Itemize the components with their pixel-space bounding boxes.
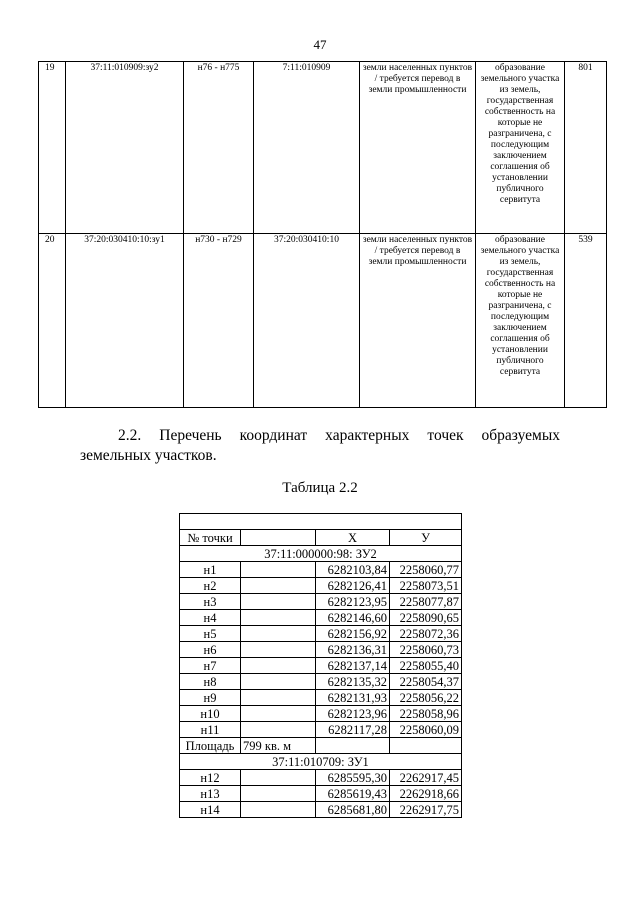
group-title: 37:11:010709: ЗУ1: [180, 754, 462, 770]
x-value: 6282136,31: [316, 642, 390, 658]
empty-cell: [241, 706, 316, 722]
table-caption: Таблица 2.2: [282, 480, 358, 496]
empty-cell: [241, 578, 316, 594]
x-value: 6282126,41: [316, 578, 390, 594]
table-row: [180, 706, 462, 722]
plot-area: 539: [565, 234, 607, 408]
empty-cell: [241, 674, 316, 690]
table-row-empty: [180, 514, 462, 530]
area-label: Площадь: [180, 738, 241, 754]
point-name: н7: [180, 658, 241, 674]
x-value: 6285595,30: [316, 770, 390, 786]
point-range: н730 - н729: [184, 234, 254, 408]
point-name: н4: [180, 610, 241, 626]
header-x: Х: [316, 530, 390, 546]
point-name: н3: [180, 594, 241, 610]
header-point: № точки: [180, 530, 241, 546]
empty-cell: [390, 738, 462, 754]
x-value: 6285681,80: [316, 802, 390, 818]
x-value: 6282131,93: [316, 690, 390, 706]
x-value: 6282156,92: [316, 626, 390, 642]
land-plots-table: [38, 61, 607, 408]
table-row: [180, 786, 462, 802]
empty-cell: [241, 786, 316, 802]
table-row: [180, 674, 462, 690]
y-value: 2258060,09: [390, 722, 462, 738]
plot-number: 37:11:010909:зу2: [66, 62, 184, 234]
page-number: 47: [313, 37, 327, 52]
group-title: 37:11:000000:98: ЗУ2: [180, 546, 462, 562]
y-value: 2258058,96: [390, 706, 462, 722]
group-title-row: [180, 754, 462, 770]
empty-cell: [241, 722, 316, 738]
point-name: н6: [180, 642, 241, 658]
x-value: 6282135,32: [316, 674, 390, 690]
table-row: [39, 62, 607, 234]
point-name: н10: [180, 706, 241, 722]
point-name: н5: [180, 626, 241, 642]
x-value: 6282123,96: [316, 706, 390, 722]
point-name: н14: [180, 802, 241, 818]
y-value: 2262917,45: [390, 770, 462, 786]
row-number: 20: [39, 234, 66, 408]
empty-cell: [241, 770, 316, 786]
area-row: [180, 738, 462, 754]
x-value: 6282137,14: [316, 658, 390, 674]
plot-area: 801: [565, 62, 607, 234]
empty-cell: [241, 562, 316, 578]
point-name: н2: [180, 578, 241, 594]
point-range: н76 - н775: [184, 62, 254, 234]
header-empty: [241, 530, 316, 546]
empty-cell: [241, 642, 316, 658]
table-row: [180, 610, 462, 626]
table-row: [180, 594, 462, 610]
table-row: [180, 642, 462, 658]
row-number: 19: [39, 62, 66, 234]
empty-cell: [241, 658, 316, 674]
y-value: 2258055,40: [390, 658, 462, 674]
section-heading: [80, 426, 560, 466]
y-value: 2258090,65: [390, 610, 462, 626]
table-row: [180, 690, 462, 706]
header-y: У: [390, 530, 462, 546]
empty-cell: [241, 610, 316, 626]
y-value: 2262917,75: [390, 802, 462, 818]
table-row: [180, 770, 462, 786]
x-value: 6282146,60: [316, 610, 390, 626]
empty-cell: [316, 738, 390, 754]
point-name: н11: [180, 722, 241, 738]
formation-method: образование земельного участка из земель, государственная собственность на которые не разграничена, с последующим заключением соглашения об установлении публичного сервитута: [476, 62, 565, 234]
formation-method: образование земельного участка из земель, государственная собственность на которые не разграничена, с последующим заключением соглашения об установлении публичного сервитута: [476, 234, 565, 408]
table-row: [39, 234, 607, 408]
y-value: 2258056,22: [390, 690, 462, 706]
y-value: 2258060,77: [390, 562, 462, 578]
cadastral-quarter: 37:20:030410:10: [254, 234, 360, 408]
plot-number: 37:20:030410:10:зу1: [66, 234, 184, 408]
table-row: [180, 562, 462, 578]
table-row: [180, 626, 462, 642]
section-text: 2.2. Перечень координат характерных точек образуемых земельных участков.: [80, 427, 560, 464]
x-value: 6285619,43: [316, 786, 390, 802]
table-row: [180, 578, 462, 594]
y-value: 2258060,73: [390, 642, 462, 658]
y-value: 2258077,87: [390, 594, 462, 610]
land-category: земли населенных пунктов / требуется перевод в земли промышленности: [360, 62, 476, 234]
point-name: н1: [180, 562, 241, 578]
coordinates-table: [179, 513, 462, 818]
y-value: 2258072,36: [390, 626, 462, 642]
empty-cell: [241, 690, 316, 706]
x-value: 6282103,84: [316, 562, 390, 578]
empty-cell: [241, 626, 316, 642]
point-name: н8: [180, 674, 241, 690]
header-row: [180, 530, 462, 546]
empty-cell: [241, 802, 316, 818]
point-name: н9: [180, 690, 241, 706]
table-row: [180, 722, 462, 738]
point-name: н12: [180, 770, 241, 786]
y-value: 2258073,51: [390, 578, 462, 594]
group-title-row: [180, 546, 462, 562]
y-value: 2262918,66: [390, 786, 462, 802]
point-name: н13: [180, 786, 241, 802]
x-value: 6282123,95: [316, 594, 390, 610]
empty-cell: [241, 594, 316, 610]
cadastral-quarter: 7:11:010909: [254, 62, 360, 234]
x-value: 6282117,28: [316, 722, 390, 738]
area-value: 799 кв. м: [241, 738, 316, 754]
table-row: [180, 658, 462, 674]
empty-cell: [180, 514, 462, 530]
land-category: земли населенных пунктов / требуется перевод в земли промышленности: [360, 234, 476, 408]
y-value: 2258054,37: [390, 674, 462, 690]
table-row: [180, 802, 462, 818]
